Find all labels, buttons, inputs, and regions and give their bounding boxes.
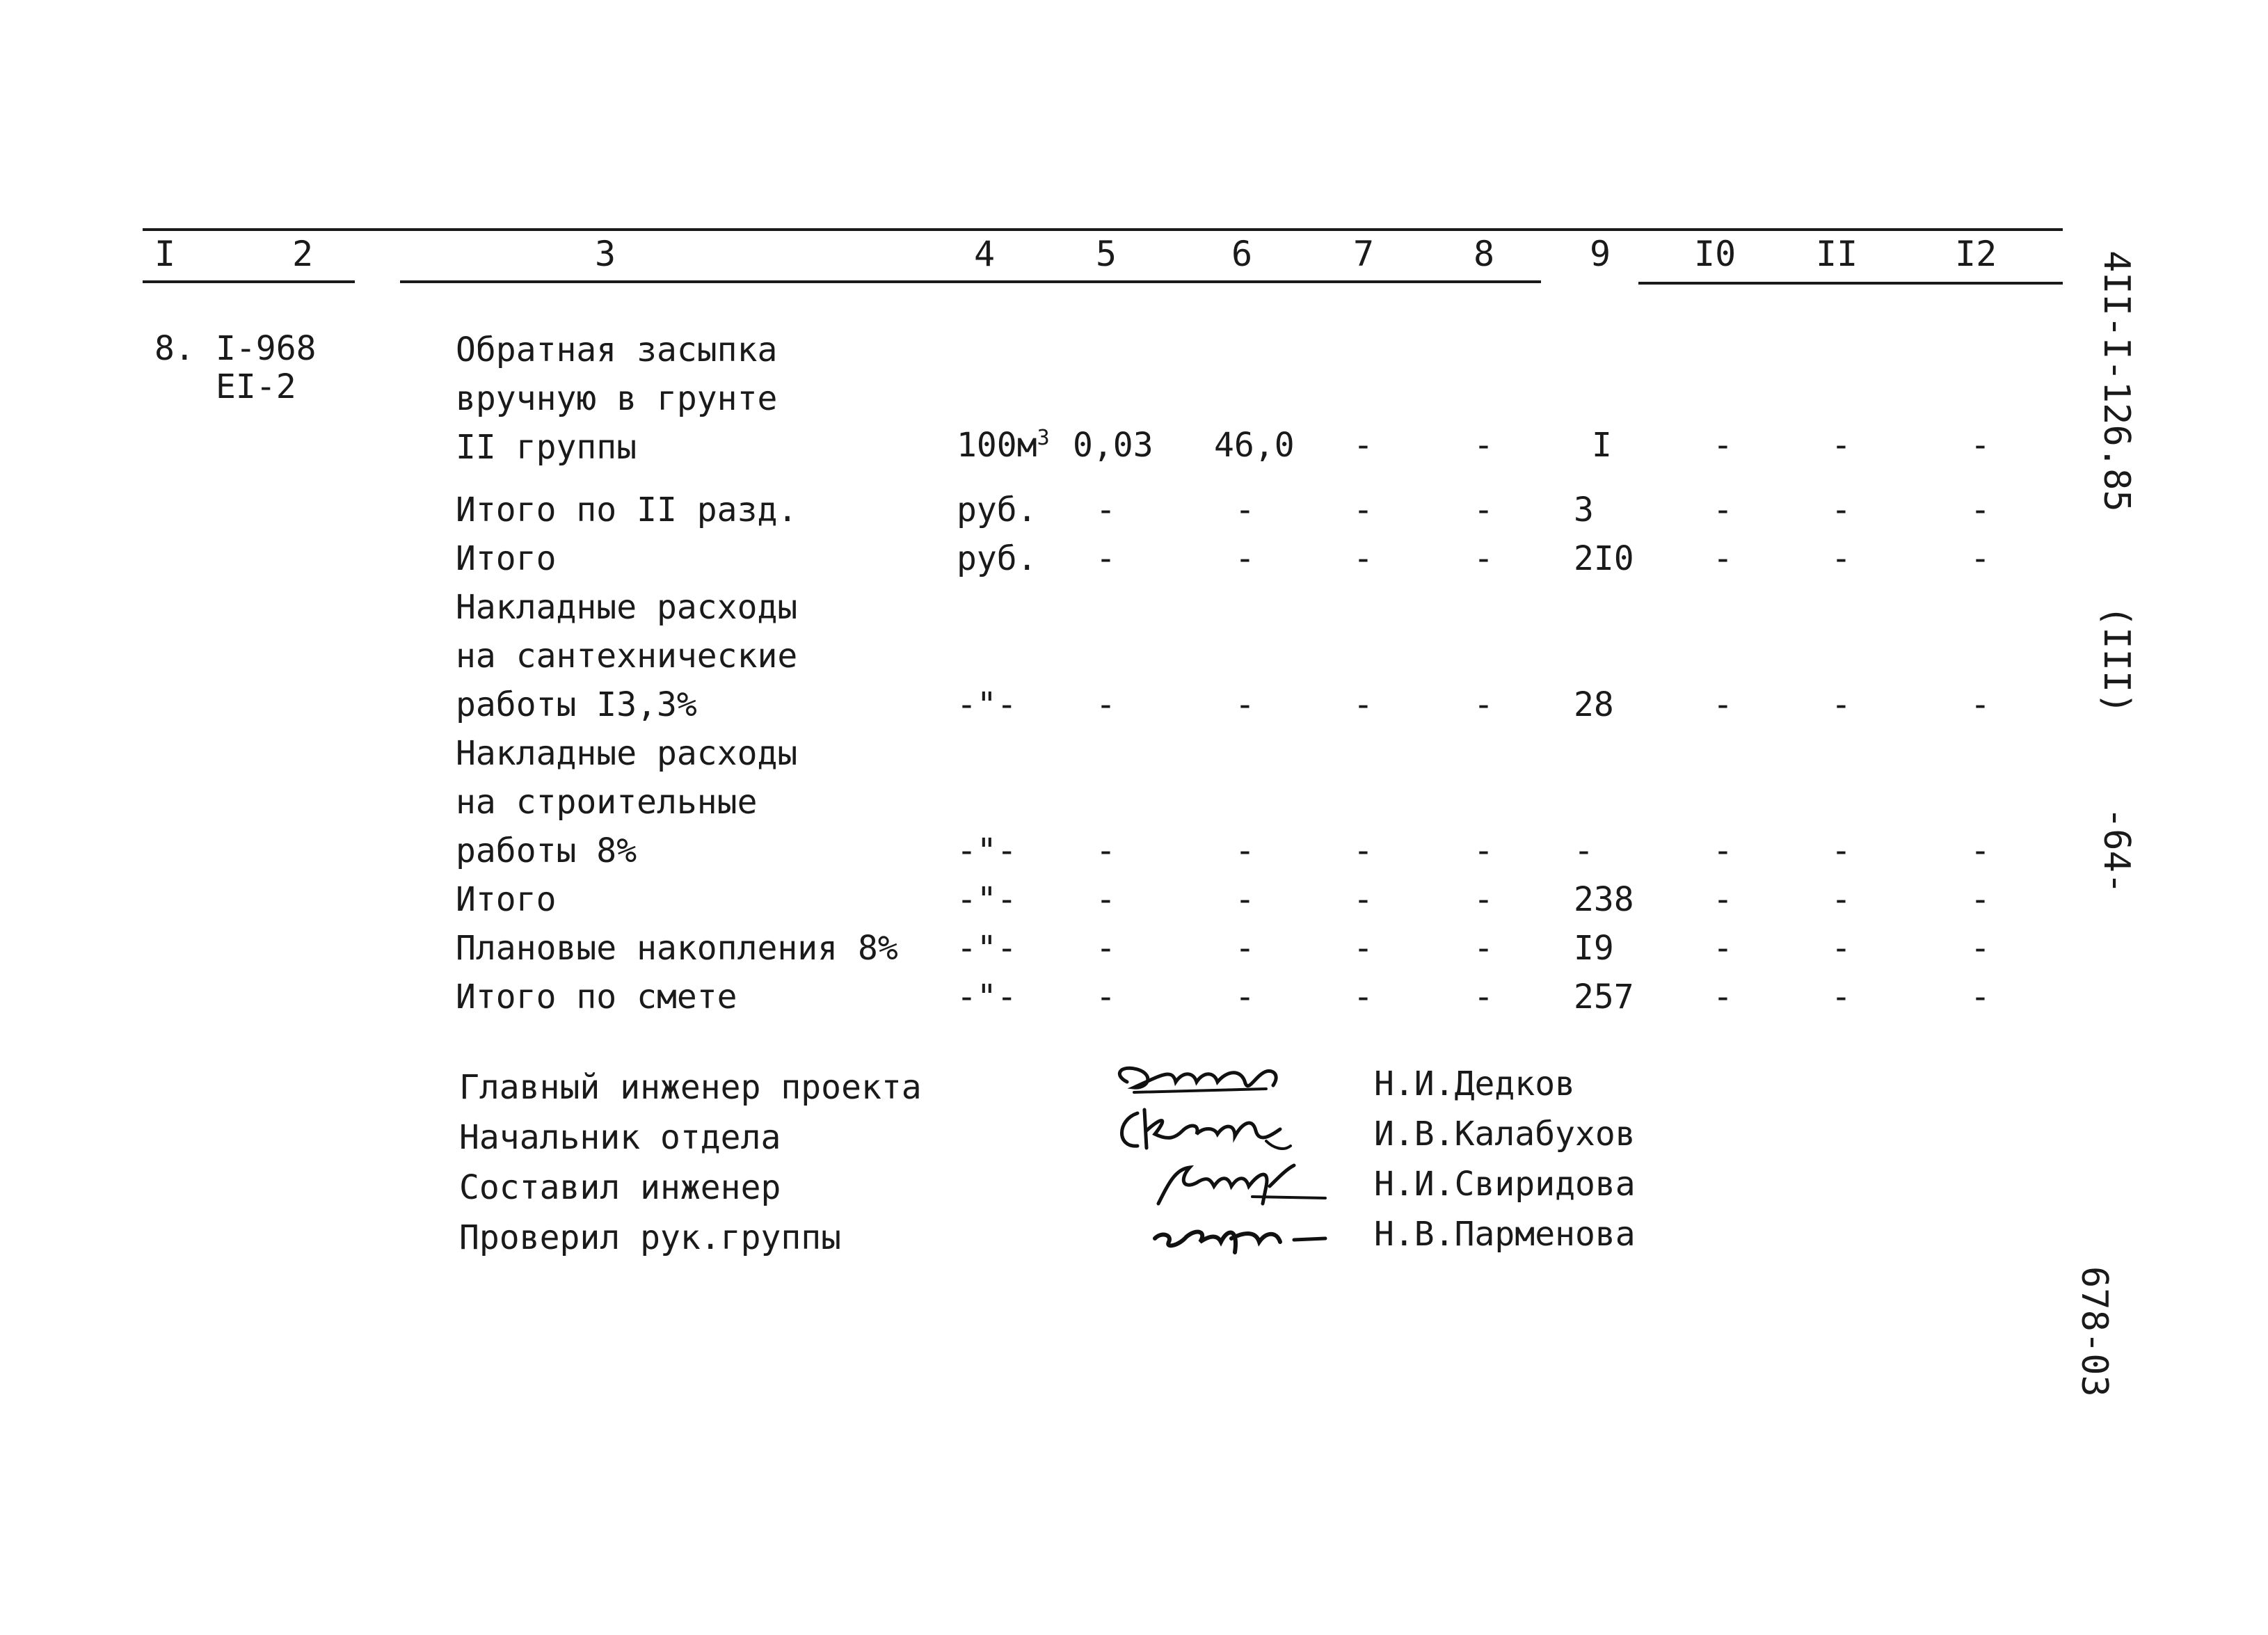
column-header-3: 3 xyxy=(595,234,616,274)
row-cell-c12: - xyxy=(1970,831,1990,870)
row-cell-c10: - xyxy=(1713,490,1733,529)
row-cell-c12: - xyxy=(1970,490,1990,529)
column-header-10: I0 xyxy=(1694,234,1736,274)
row-label: Итого по II разд. xyxy=(456,490,798,529)
column-header-8: 8 xyxy=(1474,234,1495,274)
item-subcode: ЕI-2 xyxy=(216,367,296,406)
row-cell-c8: - xyxy=(1474,831,1494,870)
row-cell-c6: - xyxy=(1235,831,1255,870)
row-cell-c8: - xyxy=(1474,685,1494,724)
row-cell-c10: - xyxy=(1713,929,1733,968)
row-cell-c9: 2I0 xyxy=(1574,539,1634,578)
item-col8: - xyxy=(1474,426,1494,465)
row-label: Плановые накопления 8% xyxy=(456,929,898,968)
row-cell-c9: 238 xyxy=(1574,880,1634,919)
row-cell-c10: - xyxy=(1713,831,1733,870)
signature-name: И.В.Калабухов xyxy=(1374,1115,1636,1154)
item-desc-line-2: вручную в грунте xyxy=(456,379,778,418)
row-cell-c4: руб. xyxy=(957,539,1037,578)
item-col7: - xyxy=(1353,426,1373,465)
row-cell-c6: - xyxy=(1235,539,1255,578)
row-cell-c7: - xyxy=(1353,685,1373,724)
signature-sviridova xyxy=(1148,1155,1329,1211)
item-col6: 46,0 xyxy=(1214,426,1295,465)
row-cell-c6: - xyxy=(1235,880,1255,919)
row-label: работы 8% xyxy=(456,831,637,870)
row-label: на сантехнические xyxy=(456,637,798,676)
signature-name: Н.И.Свиридова xyxy=(1374,1165,1636,1204)
row-cell-c7: - xyxy=(1353,880,1373,919)
row-cell-c10: - xyxy=(1713,978,1733,1016)
row-cell-c5: - xyxy=(1096,685,1116,724)
row-cell-c6: - xyxy=(1235,929,1255,968)
row-cell-c7: - xyxy=(1353,539,1373,578)
row-cell-c12: - xyxy=(1970,880,1990,919)
item-unit: $100м^3$ xyxy=(957,426,1050,465)
row-cell-c11: - xyxy=(1831,685,1851,724)
row-cell-c10: - xyxy=(1713,880,1733,919)
signature-role: Главный инженер проекта xyxy=(459,1068,922,1107)
row-cell-c8: - xyxy=(1474,539,1494,578)
margin-sheet: 678-03 xyxy=(2073,1266,2115,1397)
row-cell-c9: 3 xyxy=(1574,490,1594,529)
row-cell-c11: - xyxy=(1831,539,1851,578)
header-bottom-rule-left xyxy=(143,280,355,283)
signature-role: Начальник отдела xyxy=(459,1118,781,1157)
signature-name: Н.И.Дедков xyxy=(1374,1064,1575,1103)
row-cell-c12: - xyxy=(1970,929,1990,968)
row-cell-c11: - xyxy=(1831,490,1851,529)
margin-part: (III) xyxy=(2095,605,2137,715)
row-cell-c4: -"- xyxy=(957,831,1017,870)
item-col11: - xyxy=(1831,426,1851,465)
row-cell-c12: - xyxy=(1970,685,1990,724)
row-cell-c5: - xyxy=(1096,929,1116,968)
row-label: Накладные расходы xyxy=(456,588,798,627)
row-cell-c9: 28 xyxy=(1574,685,1614,724)
row-cell-c10: - xyxy=(1713,685,1733,724)
row-label: Накладные расходы xyxy=(456,734,798,773)
signature-dedkov xyxy=(1106,1054,1301,1103)
row-cell-c12: - xyxy=(1970,978,1990,1016)
column-header-4: 4 xyxy=(974,234,996,274)
row-cell-c7: - xyxy=(1353,978,1373,1016)
header-top-rule xyxy=(143,228,2063,231)
row-cell-c8: - xyxy=(1474,929,1494,968)
row-cell-c8: - xyxy=(1474,880,1494,919)
row-cell-c8: - xyxy=(1474,490,1494,529)
row-cell-c4: -"- xyxy=(957,929,1017,968)
item-number: 8. xyxy=(154,329,195,368)
row-label: Итого xyxy=(456,539,557,578)
row-cell-c12: - xyxy=(1970,539,1990,578)
column-header-2: 2 xyxy=(292,234,314,274)
row-cell-c5: - xyxy=(1096,539,1116,578)
column-header-9: 9 xyxy=(1590,234,1611,274)
row-cell-c4: руб. xyxy=(957,490,1037,529)
signature-role: Составил инженер xyxy=(459,1168,781,1207)
margin-doc-code: 4II-I-126.85 xyxy=(2095,250,2137,512)
item-code: I-968 xyxy=(216,329,317,368)
row-label: на строительные xyxy=(456,783,758,822)
item-desc-line-1: Обратная засыпка xyxy=(456,330,778,369)
row-cell-c11: - xyxy=(1831,978,1851,1016)
signature-role: Проверил рук.группы xyxy=(459,1218,842,1257)
row-cell-c10: - xyxy=(1713,539,1733,578)
column-header-5: 5 xyxy=(1096,234,1117,274)
row-cell-c6: - xyxy=(1235,490,1255,529)
signature-parmenova xyxy=(1148,1211,1336,1259)
item-col10: - xyxy=(1713,426,1733,465)
column-header-11: II xyxy=(1816,234,1858,274)
row-cell-c5: - xyxy=(1096,490,1116,529)
header-bottom-rule-right xyxy=(1638,282,2063,285)
row-cell-c9: - xyxy=(1574,831,1594,870)
row-label: Итого xyxy=(456,880,557,919)
item-desc-line-3: II группы xyxy=(456,428,637,467)
row-cell-c11: - xyxy=(1831,929,1851,968)
row-cell-c9: I9 xyxy=(1574,929,1614,968)
row-label: работы I3,3% xyxy=(456,685,697,724)
row-cell-c7: - xyxy=(1353,831,1373,870)
row-cell-c8: - xyxy=(1474,978,1494,1016)
signature-kalabukhov xyxy=(1113,1103,1301,1158)
item-col12: - xyxy=(1970,426,1990,465)
item-col9: I xyxy=(1592,426,1612,465)
row-cell-c9: 257 xyxy=(1574,978,1634,1016)
item-col5: 0,03 xyxy=(1073,426,1153,465)
row-cell-c5: - xyxy=(1096,831,1116,870)
column-header-1: I xyxy=(154,234,176,274)
margin-page: -64- xyxy=(2095,807,2137,895)
signature-name: Н.В.Парменова xyxy=(1374,1215,1636,1254)
row-cell-c6: - xyxy=(1235,978,1255,1016)
row-cell-c4: -"- xyxy=(957,978,1017,1016)
row-cell-c7: - xyxy=(1353,929,1373,968)
column-header-7: 7 xyxy=(1353,234,1375,274)
column-header-12: I2 xyxy=(1955,234,1997,274)
header-bottom-rule-mid xyxy=(400,280,1541,283)
row-cell-c7: - xyxy=(1353,490,1373,529)
row-cell-c6: - xyxy=(1235,685,1255,724)
row-cell-c4: -"- xyxy=(957,880,1017,919)
column-header-6: 6 xyxy=(1231,234,1253,274)
row-cell-c5: - xyxy=(1096,978,1116,1016)
row-cell-c4: -"- xyxy=(957,685,1017,724)
row-cell-c11: - xyxy=(1831,880,1851,919)
row-cell-c11: - xyxy=(1831,831,1851,870)
row-cell-c5: - xyxy=(1096,880,1116,919)
row-label: Итого по смете xyxy=(456,978,737,1016)
